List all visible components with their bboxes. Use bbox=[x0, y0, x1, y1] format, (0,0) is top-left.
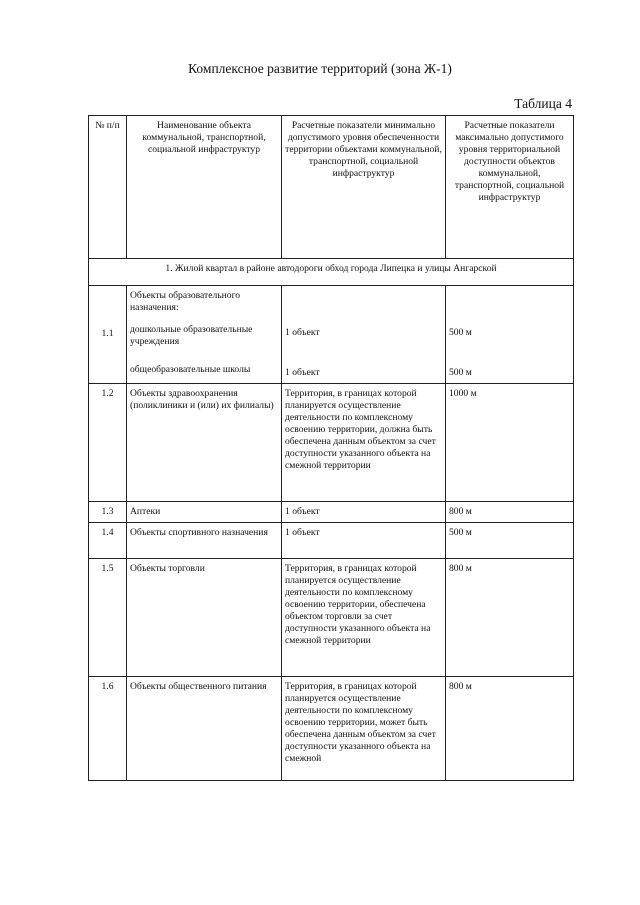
table-row bbox=[89, 286, 574, 384]
row-min-value: Территория, в границах которой планируется осуществление деятельности по комплексному освоению территории, может быть обеспечена данным объектом за счет доступности указанного объекта на смежной bbox=[282, 676, 446, 780]
row-object-name: Аптеки bbox=[127, 501, 282, 522]
group-label: Объекты образовательного назначения: bbox=[130, 290, 241, 313]
row-object-name: Объекты здравоохранения (поликлиники и (или) их филиалы) bbox=[127, 383, 282, 501]
sub-item-name: дошкольные образовательные учреждения bbox=[130, 323, 253, 347]
row-object-name bbox=[127, 286, 282, 384]
sub-item-name: общеобразовательные школы bbox=[130, 363, 251, 375]
row-max-value: 800 м bbox=[446, 676, 574, 780]
row-min-value bbox=[282, 286, 446, 384]
row-number: 1.2 bbox=[89, 383, 127, 501]
table-header-row bbox=[89, 116, 574, 259]
sub-item-max: 500 м bbox=[449, 366, 472, 378]
row-min-value: Территория, в границах которой планируется осуществление деятельности по комплексному освоению территории, обеспечена объектом торговли за счет доступности указанного объекта на смежной территории bbox=[282, 558, 446, 676]
requirements-table bbox=[88, 115, 574, 781]
row-min-value: Территория, в границах которой планируется осуществление деятельности по комплексному освоению территории, должна быть обеспечена данным объектом за счет доступности указанного объекта на смежной территории bbox=[282, 383, 446, 501]
table-row bbox=[89, 383, 574, 501]
table-row bbox=[89, 676, 574, 780]
table-row bbox=[89, 501, 574, 522]
header-object-name: Наименование объекта коммунальной, транспортной, социальной инфраструктур bbox=[127, 116, 282, 259]
row-min-value: 1 объект bbox=[282, 522, 446, 558]
sub-item-min: 1 объект bbox=[285, 366, 320, 378]
row-number: 1.4 bbox=[89, 522, 127, 558]
row-max-value: 500 м bbox=[446, 522, 574, 558]
row-object-name: Объекты общественного питания bbox=[127, 676, 282, 780]
table-row bbox=[89, 558, 574, 676]
row-object-name: Объекты спортивного назначения bbox=[127, 522, 282, 558]
row-object-name: Объекты торговли bbox=[127, 558, 282, 676]
header-number: № п/п bbox=[89, 116, 127, 259]
row-number: 1.5 bbox=[89, 558, 127, 676]
row-min-value: 1 объект bbox=[282, 501, 446, 522]
table-row bbox=[89, 522, 574, 558]
row-number: 1.1 bbox=[89, 286, 127, 384]
sub-item-max: 500 м bbox=[449, 327, 472, 338]
row-max-value: 1000 м bbox=[446, 383, 574, 501]
row-number: 1.3 bbox=[89, 501, 127, 522]
row-max-value: 800 м bbox=[446, 558, 574, 676]
row-number: 1.6 bbox=[89, 676, 127, 780]
row-max-value: 800 м bbox=[446, 501, 574, 522]
row-max-value bbox=[446, 286, 574, 384]
section-row bbox=[89, 259, 574, 286]
sub-item-min: 1 объект bbox=[285, 327, 320, 338]
table-label: Таблица 4 bbox=[514, 96, 572, 111]
header-max-accessibility: Расчетные показатели максимально допустимого уровня территориальной доступности объектов коммунальной, транспортной, социальной инфраструктур bbox=[446, 116, 574, 259]
section-title: 1. Жилой квартал в районе автодороги обход города Липецка и улицы Ангарской bbox=[89, 259, 574, 286]
document-title: Комплексное развитие территорий (зона Ж-1) bbox=[188, 61, 452, 76]
header-min-provision: Расчетные показатели минимально допустимого уровня обеспеченности территории объектами коммунальной, транспортной, социальной инфраструктур bbox=[282, 116, 446, 259]
